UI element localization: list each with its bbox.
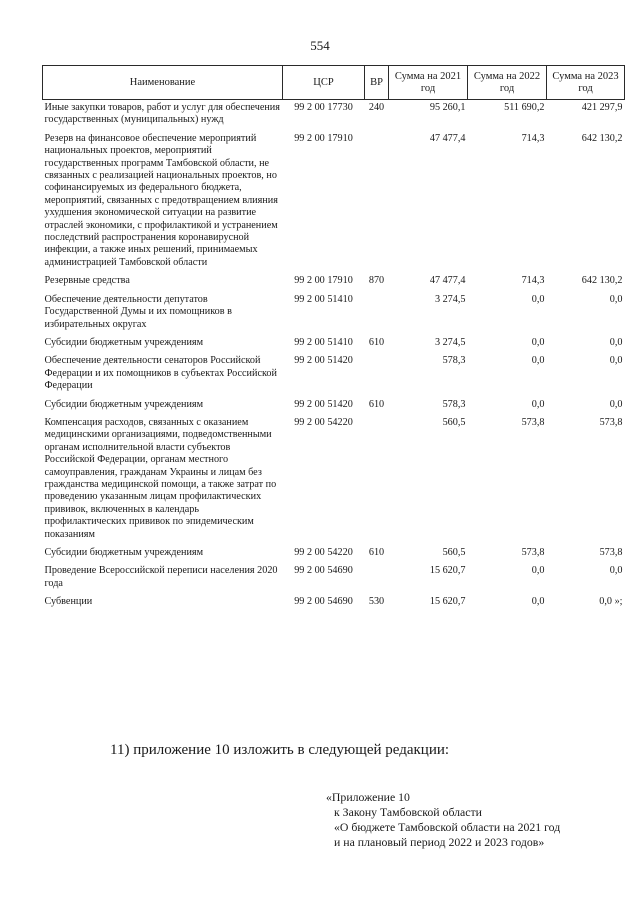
row-sum-2021: 3 274,5 [434, 293, 466, 305]
row-csr: 99 2 00 54220 [294, 547, 353, 558]
row-sum-2023: 642 130,2 [581, 132, 623, 144]
row-sum-2022: 0,0 [531, 596, 545, 608]
annex-heading [326, 790, 560, 850]
header-sum-2021: Сумма на 2021 год [389, 66, 468, 100]
row-sum-2021: 47 477,4 [429, 275, 466, 287]
row-name: Субвенции [44, 596, 93, 608]
row-csr: 99 2 00 54690 [294, 596, 353, 608]
row-vr [365, 563, 389, 594]
row-csr: 99 2 00 17730 [294, 102, 353, 113]
row-csr: 99 2 00 51420 [294, 355, 353, 367]
row-sum-2022: 511 690,2 [504, 102, 545, 113]
row-sum-2021: 560,5 [442, 547, 466, 558]
row-sum-2023: 0,0 [609, 398, 623, 410]
row-sum-2021: 578,3 [442, 355, 466, 367]
row-sum-2021: 15 620,7 [429, 596, 466, 608]
row-csr: 99 2 00 17910 [294, 132, 353, 144]
row-vr: 240 [368, 102, 385, 113]
row-sum-2021: 15 620,7 [429, 565, 466, 577]
row-sum-2023: 573,8 [599, 547, 623, 558]
header-vr: ВР [365, 66, 389, 100]
row-vr: 870 [368, 275, 385, 287]
row-sum-2022: 573,8 [521, 547, 545, 558]
row-sum-2022: 0,0 [531, 565, 545, 577]
annex-law-title: «О бюджете Тамбовской области на 2021 год [334, 820, 561, 834]
row-sum-2021: 95 260,1 [429, 102, 466, 113]
annex-law-ref: к Закону Тамбовской области [334, 805, 482, 819]
table-row [43, 397, 625, 415]
row-name: Субсидии бюджетным учреждениям [44, 398, 204, 410]
annex-title: «Приложение 10 [326, 790, 410, 804]
row-csr: 99 2 00 51410 [294, 293, 353, 305]
row-sum-2021: 578,3 [442, 398, 466, 410]
row-sum-2023: 0,0 [609, 336, 623, 348]
row-name: Обеспечение деятельности сенаторов Российской Федерации и их помощников в субъектах Российской Федерации [44, 355, 277, 392]
page-number: 554 [310, 38, 330, 53]
row-sum-2021: 3 274,5 [434, 336, 466, 348]
header-name: Наименование [43, 66, 283, 100]
row-name: Компенсация расходов, связанных с оказанием медицинскими организациями, подведомственными органам исполнительной власти субъектов Российской Федерации, органам местного самоуправления, гражданам Украины и лицам без гражданства медицинской помощи, а также затрат по проведению указанным лицам профилактических прививок, включенных в календарь профилактических прививок по эпидемическим показаниям [44, 416, 277, 540]
row-name: Субсидии бюджетным учреждениям [44, 547, 204, 558]
table-row [43, 353, 625, 396]
row-csr: 99 2 00 54690 [294, 565, 353, 577]
row-csr: 99 2 00 51420 [294, 398, 353, 410]
row-vr: 610 [368, 336, 385, 348]
row-sum-2023: 0,0 »; [599, 596, 623, 608]
row-sum-2022: 714,3 [521, 275, 545, 287]
header-csr: ЦСР [283, 66, 365, 100]
row-vr [365, 292, 389, 335]
row-sum-2022: 573,8 [521, 416, 545, 428]
row-sum-2022: 0,0 [531, 355, 545, 367]
row-sum-2022: 714,3 [521, 132, 545, 144]
annex-law-title-cont: и на плановый период 2022 и 2023 годов» [334, 835, 545, 849]
table-row [43, 563, 625, 594]
row-sum-2023: 0,0 [609, 355, 623, 367]
amendment-text: 11) приложение 10 изложить в следующей редакции: [110, 742, 450, 758]
table-row [43, 273, 625, 291]
row-name: Иные закупки товаров, работ и услуг для обеспечения государственных (муниципальных) нужд [44, 102, 280, 126]
row-sum-2023: 642 130,2 [581, 275, 623, 287]
table-row [43, 594, 625, 612]
row-sum-2023: 0,0 [609, 293, 623, 305]
table-row [43, 131, 625, 273]
row-vr: 610 [368, 547, 385, 558]
row-sum-2021: 47 477,4 [429, 132, 466, 144]
row-sum-2023: 0,0 [609, 565, 623, 577]
row-csr: 99 2 00 51410 [294, 336, 353, 348]
row-sum-2023: 573,8 [599, 416, 623, 428]
table-row [43, 415, 625, 545]
row-name: Проведение Всероссийской переписи населения 2020 года [44, 565, 278, 589]
table-row [43, 100, 625, 131]
row-csr: 99 2 00 54220 [294, 416, 353, 428]
row-sum-2023: 421 297,9 [581, 102, 623, 113]
table-row [43, 545, 625, 563]
row-vr: 610 [368, 398, 385, 410]
table-header-row [43, 66, 625, 100]
row-vr: 530 [368, 596, 385, 608]
row-sum-2021: 560,5 [442, 416, 466, 428]
row-csr: 99 2 00 17910 [294, 275, 353, 287]
header-sum-2022: Сумма на 2022 год [468, 66, 547, 100]
row-vr [365, 415, 389, 545]
table-row [43, 292, 625, 335]
row-name: Резерв на финансовое обеспечение мероприятий национальных проектов, мероприятий государственных программ Тамбовской области, не связанных с реализацией национальных проектов, но софинансируемых из федерального бюджета, мероприятий, связанных с предотвращением влияния ухудшения экономической ситуации на развитие отраслей экономики, с профилактикой и устранением последствий распространения коронавирусной инфекции, а также иных решений, принимаемых администрацией Тамбовской области [44, 132, 278, 268]
row-sum-2022: 0,0 [531, 398, 545, 410]
row-sum-2022: 0,0 [531, 336, 545, 348]
row-name: Резервные средства [44, 275, 130, 287]
row-name: Субсидии бюджетным учреждениям [44, 336, 204, 348]
row-name: Обеспечение деятельности депутатов Государственной Думы и их помощников в избирательных округах [44, 293, 232, 330]
header-sum-2023: Сумма на 2023 год [547, 66, 625, 100]
row-vr [365, 353, 389, 396]
table-row [43, 335, 625, 353]
row-vr [365, 131, 389, 273]
budget-table [42, 65, 625, 613]
row-sum-2022: 0,0 [531, 293, 545, 305]
